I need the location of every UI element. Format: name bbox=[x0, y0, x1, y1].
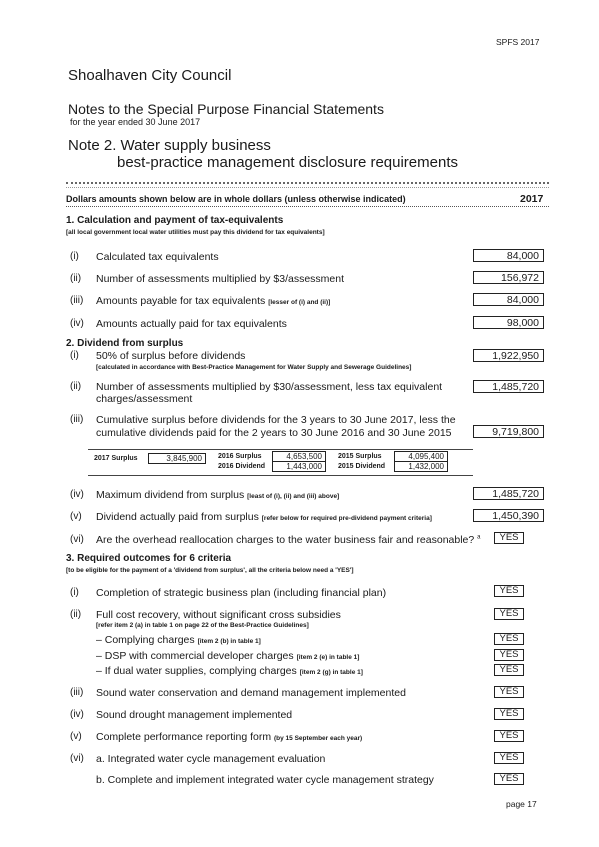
top-rule bbox=[66, 182, 549, 188]
yes-box: YES bbox=[494, 773, 524, 785]
yes-box: YES bbox=[494, 708, 524, 720]
dividend-2016-box: 1,443,000 bbox=[272, 461, 326, 472]
value-box: 1,922,950 bbox=[473, 349, 544, 362]
value-box: 84,000 bbox=[473, 249, 544, 262]
yes-box: YES bbox=[494, 664, 524, 676]
value-box: 1,485,720 bbox=[473, 380, 544, 393]
table-header-label: Dollars amounts shown below are in whole dollars (unless otherwise indicated) bbox=[66, 194, 406, 204]
section-3-title: 3. Required outcomes for 6 criteria bbox=[66, 553, 232, 564]
surplus-2016-box: 4,653,500 bbox=[272, 451, 326, 462]
yes-box: YES bbox=[494, 608, 524, 620]
page-number: page 17 bbox=[506, 799, 537, 809]
value-box: 9,719,800 bbox=[473, 425, 544, 438]
document-code: SPFS 2017 bbox=[496, 37, 540, 47]
section-1-note: [all local government local water utilities must pay this dividend for tax equivalents] bbox=[66, 229, 325, 236]
value-box: 1,450,390 bbox=[473, 509, 544, 522]
yes-box: YES bbox=[494, 532, 524, 544]
surplus-2015-box: 4,095,400 bbox=[394, 451, 448, 462]
note-subtitle: best-practice management disclosure requirements bbox=[117, 154, 458, 171]
yes-box: YES bbox=[494, 730, 524, 742]
section-3-note: [to be eligible for the payment of a 'dividend from surplus', all the criteria below need a 'YES'] bbox=[66, 567, 354, 574]
dividend-2015-box: 1,432,000 bbox=[394, 461, 448, 472]
notes-subtitle: for the year ended 30 June 2017 bbox=[70, 117, 201, 127]
value-box: 98,000 bbox=[473, 316, 544, 329]
value-box: 156,972 bbox=[473, 271, 544, 284]
yes-box: YES bbox=[494, 686, 524, 698]
value-box: 84,000 bbox=[473, 293, 544, 306]
notes-title: Notes to the Special Purpose Financial Statements bbox=[68, 101, 384, 117]
table-header-year: 2017 bbox=[520, 193, 544, 205]
section-1-title: 1. Calculation and payment of tax-equivalents bbox=[66, 215, 284, 226]
value-box: 1,485,720 bbox=[473, 487, 544, 500]
yes-box: YES bbox=[494, 633, 524, 645]
council-name: Shoalhaven City Council bbox=[68, 67, 232, 84]
header-rule bbox=[66, 206, 549, 207]
yes-box: YES bbox=[494, 752, 524, 764]
yes-box: YES bbox=[494, 585, 524, 597]
section-2-title: 2. Dividend from surplus bbox=[66, 338, 184, 349]
note-title: Note 2. Water supply business bbox=[68, 137, 271, 154]
yes-box: YES bbox=[494, 649, 524, 661]
surplus-2017-box: 3,845,900 bbox=[148, 453, 206, 464]
